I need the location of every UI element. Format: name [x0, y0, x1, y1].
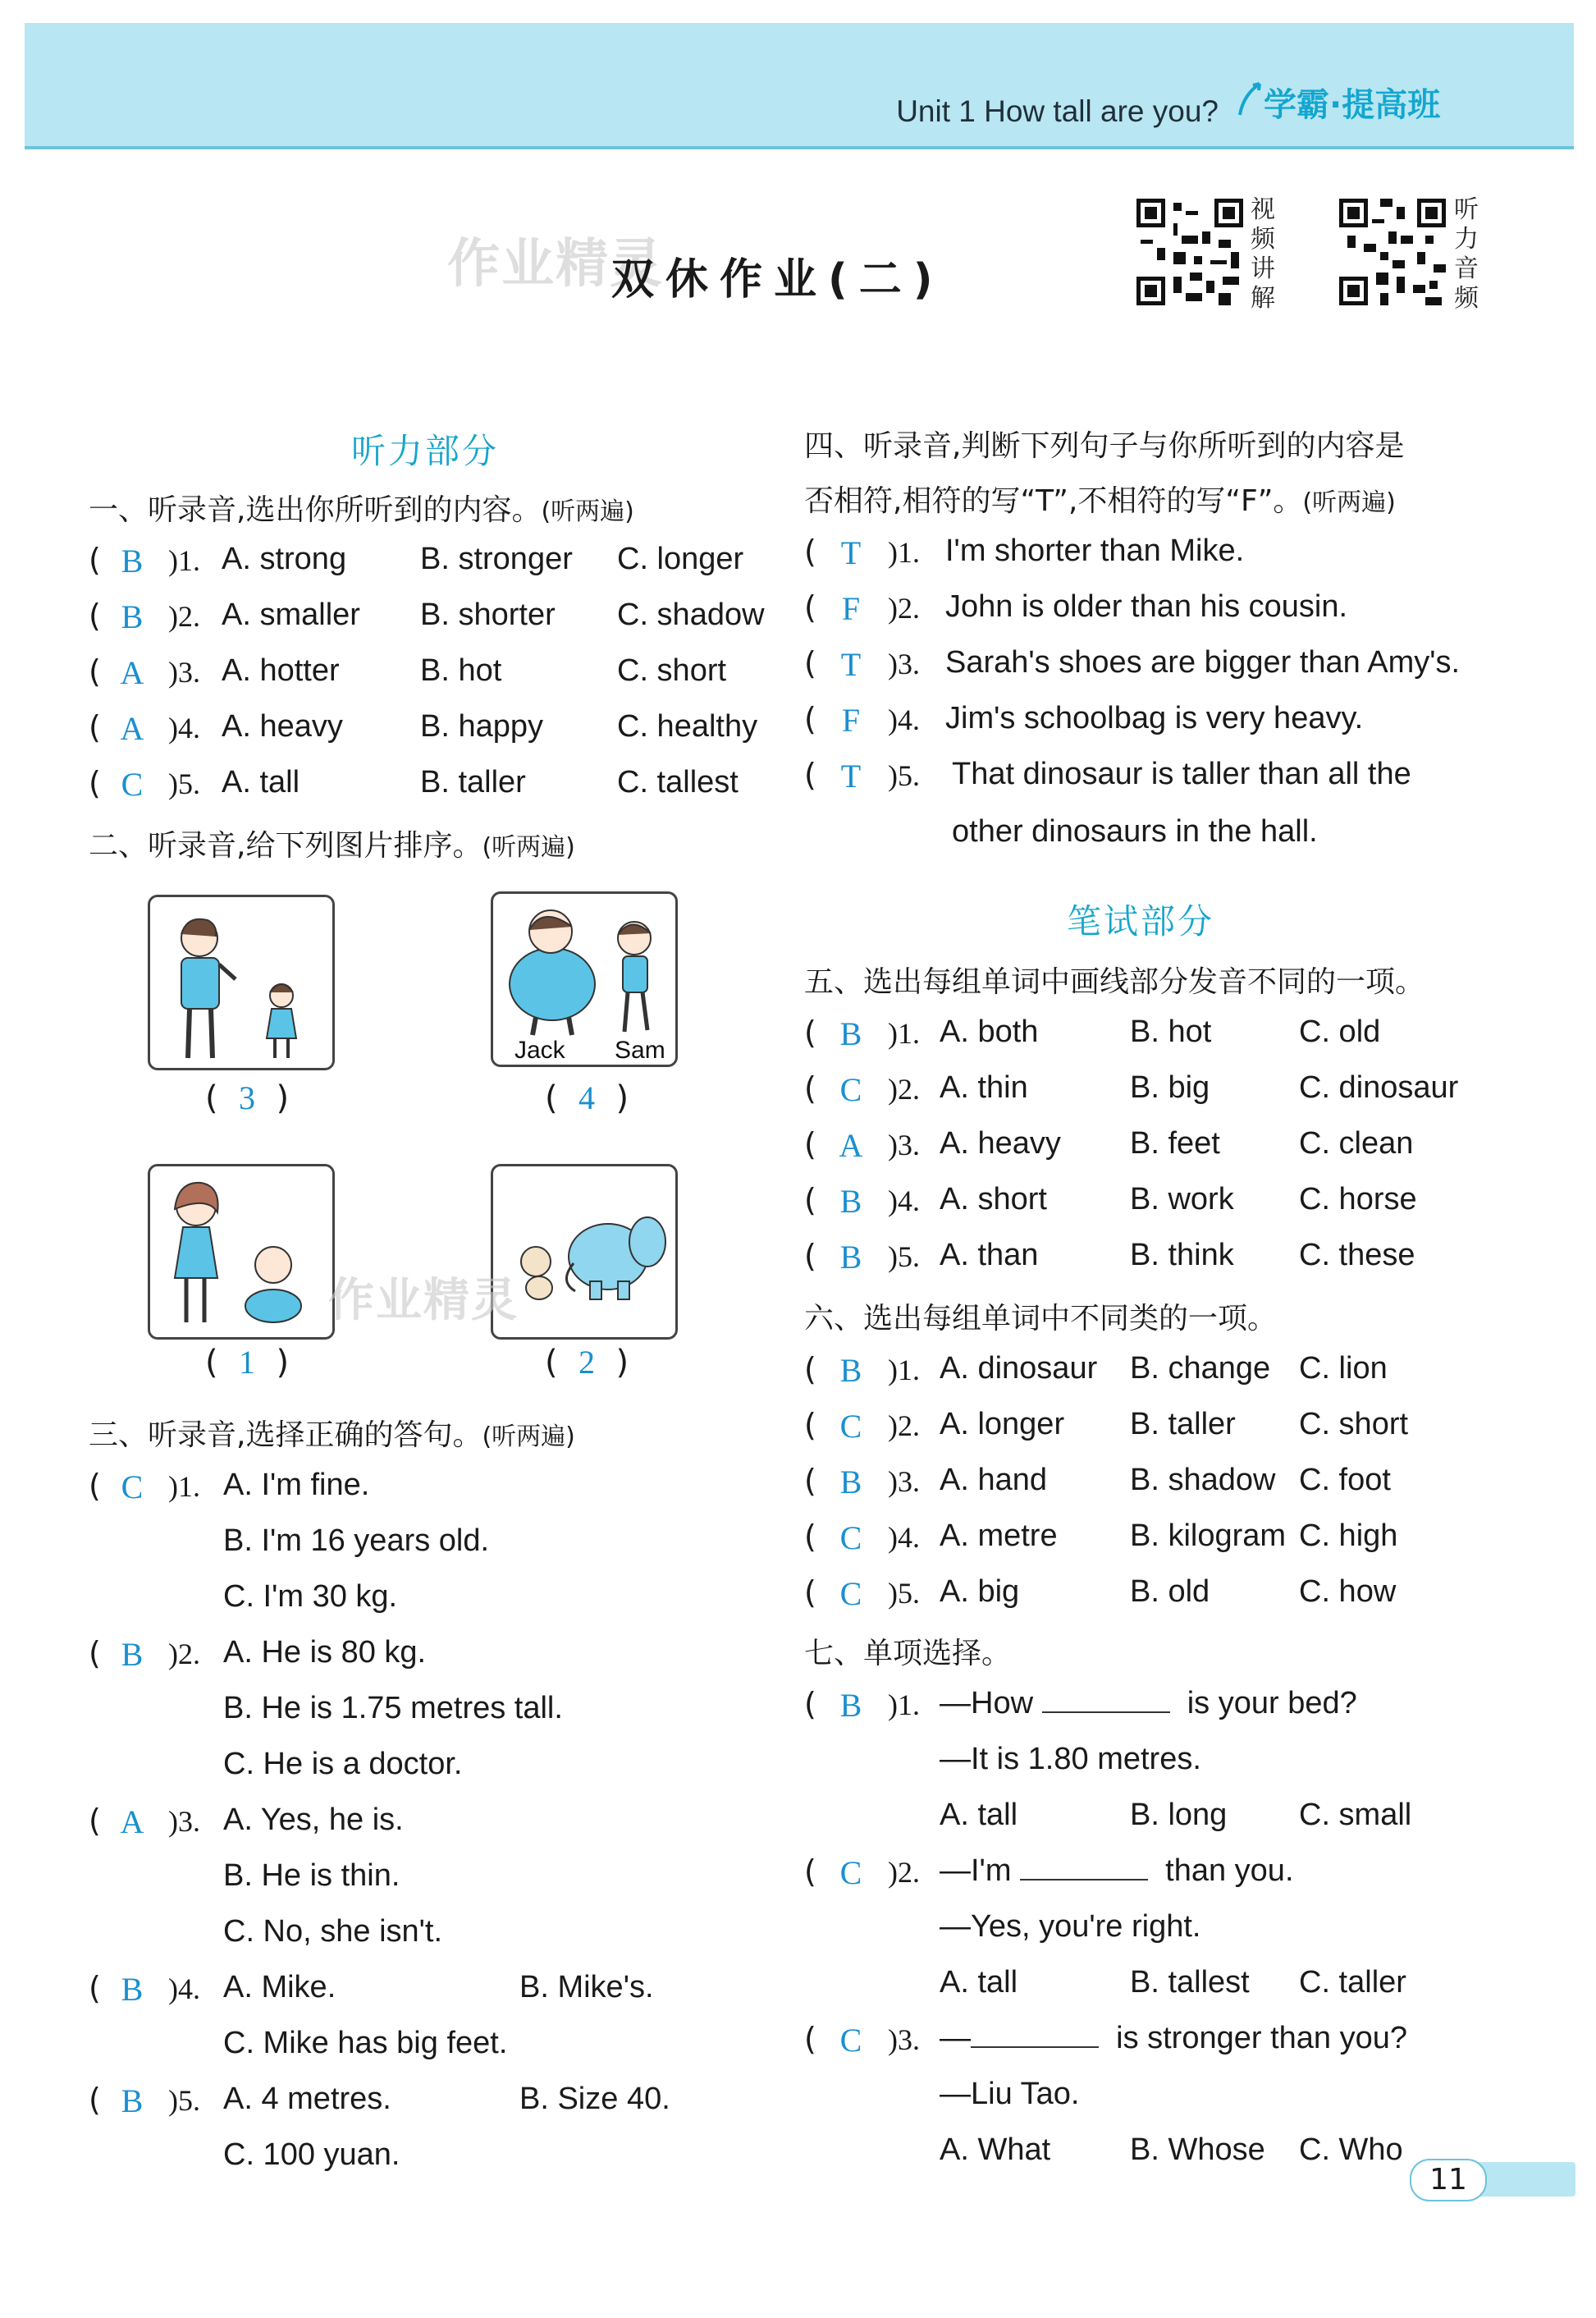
answer-mark: B — [121, 598, 144, 635]
q7-instruction: 七、单项选择。 — [804, 1637, 1012, 1670]
answer-mark: B — [839, 1687, 862, 1724]
page-number: 11 — [1410, 2159, 1487, 2201]
answer-mark: B — [839, 1183, 862, 1220]
brand-logo-icon — [1235, 79, 1268, 120]
answer-mark: A — [839, 1127, 863, 1164]
pic-answer: ( 3 ) — [205, 1079, 290, 1117]
answer-blank — [971, 2046, 1099, 2048]
jack-and-sam-illustration — [493, 894, 675, 1065]
picture-man-and-girl — [148, 895, 335, 1070]
pic-answer: ( 4 ) — [545, 1079, 629, 1117]
answer-mark: C — [839, 1408, 862, 1445]
answer-mark: B — [121, 1971, 144, 2008]
answer-mark: B — [839, 1239, 862, 1276]
answer-mark: C — [121, 766, 144, 803]
answer-mark: B — [121, 2082, 144, 2119]
monkey-and-elephant-illustration — [493, 1166, 675, 1337]
picture-jack-and-sam — [491, 891, 678, 1067]
caption-sam: Sam — [615, 1037, 665, 1064]
page-title: 双休作业(二) — [611, 255, 944, 305]
answer-mark: C — [839, 1575, 862, 1612]
q1-instruction: 一、听录音,选出你所听到的内容。(听两遍) — [89, 493, 634, 527]
pic-answer: ( 1 ) — [205, 1344, 290, 1381]
answer-mark: B — [121, 1636, 144, 1673]
caption-jack: Jack — [514, 1037, 565, 1064]
answer-mark: B — [839, 1352, 862, 1389]
q4-instruction-line1: 四、听录音,判断下列句子与你所听到的内容是 — [804, 429, 1405, 463]
watermark: 作业精灵 — [447, 234, 664, 295]
q2-instruction: 二、听录音,给下列图片排序。(听两遍) — [89, 829, 575, 863]
q5-instruction: 五、选出每组单词中画线部分发音不同的一项。 — [804, 965, 1425, 999]
q3-instruction: 三、听录音,选择正确的答句。(听两遍) — [89, 1418, 575, 1452]
qr-label-video: 视频讲解 — [1251, 195, 1275, 313]
q4-instruction-line2: 否相符,相符的写“T”,不相符的写“F”。(听两遍) — [804, 484, 1396, 518]
pic-answer: ( 2 ) — [545, 1344, 629, 1381]
unit-title: Unit 1 How tall are you? — [896, 94, 1219, 128]
picture-monkey-and-elephant — [491, 1164, 678, 1340]
man-and-girl-illustration — [150, 897, 332, 1068]
picture-girl-and-baby — [148, 1164, 335, 1340]
answer-mark: F — [841, 702, 861, 739]
answer-mark: T — [840, 534, 862, 571]
answer-mark: A — [120, 710, 144, 747]
answer-blank — [1020, 1879, 1148, 1881]
q6-instruction: 六、选出每组单词中不同类的一项。 — [804, 1302, 1278, 1335]
watermark: 作业精灵 — [328, 1274, 519, 1327]
answer-mark: C — [839, 2022, 862, 2059]
answer-mark: T — [840, 758, 862, 795]
answer-mark: B — [839, 1464, 862, 1500]
listening-heading: 听力部分 — [351, 431, 500, 471]
answer-blank — [1042, 1711, 1170, 1713]
answer-mark: C — [121, 1468, 144, 1505]
qr-code-audio-icon — [1339, 199, 1446, 305]
answer-mark: A — [120, 1803, 144, 1840]
answer-mark: B — [839, 1015, 862, 1052]
answer-mark: F — [841, 590, 861, 627]
answer-mark: T — [840, 646, 862, 683]
written-heading: 笔试部分 — [1067, 901, 1215, 941]
qr-label-audio: 听力音频 — [1454, 195, 1479, 313]
answer-mark: B — [121, 543, 144, 580]
girl-and-baby-illustration — [150, 1166, 332, 1337]
qr-code-video-icon — [1136, 199, 1243, 305]
answer-mark: A — [120, 654, 144, 691]
answer-mark: C — [839, 1854, 862, 1891]
brand-name: 学霸·提高班 — [1264, 86, 1441, 124]
answer-mark: C — [839, 1071, 862, 1108]
answer-mark: C — [839, 1519, 862, 1556]
